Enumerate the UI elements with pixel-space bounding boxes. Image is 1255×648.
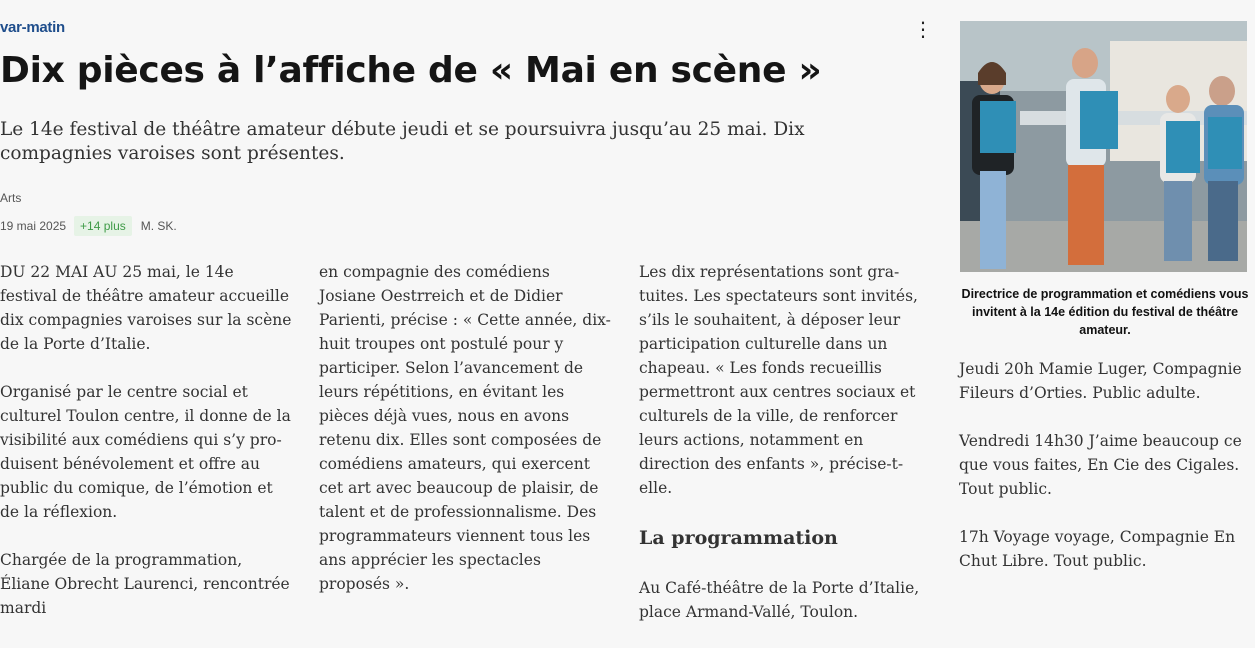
article-column-3 (639, 260, 931, 648)
program-item: Jeudi 20h Mamie Luger, Compagnie Fileurs d’Orties. Public adulte. (959, 360, 1242, 402)
photo-caption: Directrice de programmation et comédiens vous invitent à la 14e édition du festival de théâtre amateur. (961, 287, 1249, 337)
article-category[interactable]: Arts (0, 191, 22, 205)
program-list (959, 357, 1249, 597)
group-photo-illustration (960, 21, 1247, 272)
article-photo[interactable] (960, 21, 1247, 272)
program-item: 17h Voyage voyage, Compagnie En Chut Libre. Tout public. (959, 528, 1236, 570)
paragraph: Au Café-théâtre de la Porte d’Italie, place Armand-Vallé, Toulon. (639, 579, 920, 621)
article-title: Dix pièces à l’affiche de « Mai en scène » (0, 50, 822, 91)
paragraph: DU 22 MAI AU 25 mai, le 14e festival de théâtre amateur accueille dix compagnies varoises sur la scène de la Porte d’Italie. (0, 263, 292, 353)
paragraph: Les dix représentations sont gratuites. Les spectateurs sont invités, s’ils le souhaitent, à déposer leur participation culturelle dans un chapeau. « Les fonds recueillis permettront aux centres sociaux et culturels de la ville, de renforcer leurs actions, notamment en direction des enfants », précise-t-elle. (639, 263, 918, 497)
program-item: Vendredi 14h30 J’aime beaucoup ce que vous faites, En Cie des Cigales. Tout public. (959, 432, 1242, 498)
more-options-button[interactable] (912, 18, 934, 42)
brand-logo[interactable]: var-matin (0, 19, 65, 36)
article-column-2 (319, 260, 611, 620)
article-meta (0, 215, 177, 237)
paragraph: Chargée de la programmation, Éliane Obrecht Laurenci, rencontrée mardi (0, 551, 290, 617)
author-name: M. SK. (140, 219, 177, 233)
paragraph: en compagnie des comédiens Josiane Oestrreich et de Didier Parienti, précise : « Cette année, dix-huit troupes ont postulé pour y participer. Selon l’avancement de leurs répétitions, en évitant les pièces déjà vues, nous en avons retenu dix. Elles sont composées de comédiens amateurs, qui exercent cet art avec beaucoup de plaisir, de talent et de professionnalisme. Des programmateurs viennent tous les ans apprécier les spectacles proposés ». (319, 263, 611, 593)
publish-date: 19 mai 2025 (0, 219, 67, 233)
subheading-programmation: La programmation (639, 527, 838, 549)
paragraph: Organisé par le centre social et culturel Toulon centre, il donne de la visibilité aux comédiens qui s’y produisent bénévolement et offre au public du comique, de l’émotion et de la réflexion. (0, 383, 291, 521)
more-vertical-icon: ⋮ (913, 17, 933, 41)
article-lede: Le 14e festival de théâtre amateur débute jeudi et se poursuivra jusqu’au 25 mai. Dix compagnies varoises sont présentes. (0, 119, 805, 164)
more-tags-badge[interactable]: +14 plus (74, 216, 132, 236)
article-column-1 (0, 260, 292, 644)
